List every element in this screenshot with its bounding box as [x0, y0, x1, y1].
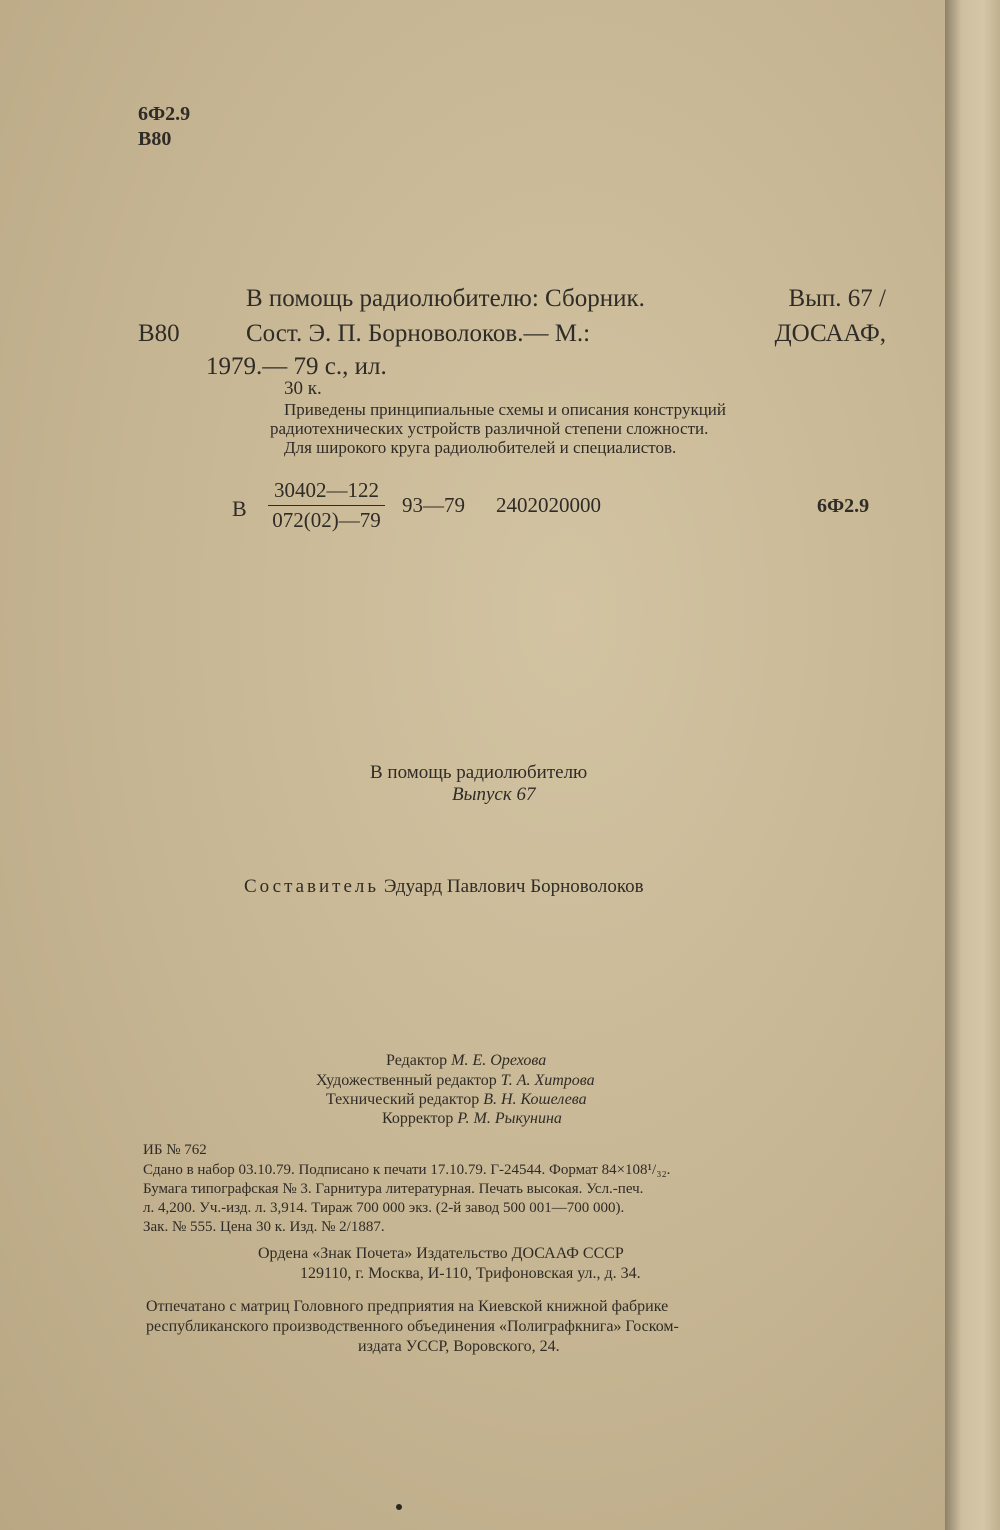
- printer-line-2: республиканского производственного объединения «Полиграфкнига» Госком-: [146, 1318, 679, 1335]
- credit-label: Художественный редактор: [316, 1072, 497, 1089]
- index-denominator: 072(02)—79: [272, 508, 381, 532]
- adjacent-page-edge: [945, 0, 1000, 1530]
- catalog-issue: Вып. 67 /: [788, 285, 886, 312]
- author-mark: В80: [138, 128, 172, 150]
- catalog-title: В помощь радиолюбителю: Сборник.: [246, 285, 645, 312]
- credit-label: Редактор: [386, 1052, 448, 1069]
- publisher-line-2: 129110, г. Москва, И-110, Трифоновская ул., д. 34.: [300, 1265, 641, 1282]
- printer-line-3: издата УССР, Воровского, 24.: [358, 1338, 560, 1355]
- ink-dot: [396, 1504, 402, 1510]
- index-fraction: [268, 478, 385, 533]
- catalog-compiler: Сост. Э. П. Борноволоков.— М.:: [246, 320, 591, 347]
- imprint-line-4: Зак. № 555. Цена 30 к. Изд. № 2/1887.: [143, 1219, 385, 1235]
- catalog-line-3: 1979.— 79 с., ил.: [206, 353, 387, 380]
- credit-name: В. Н. Кошелева: [483, 1091, 587, 1108]
- catalog-line-2: [246, 320, 886, 348]
- ib-number: ИБ № 762: [143, 1142, 207, 1158]
- index-right-code: 6Ф2.9: [817, 495, 870, 517]
- index-long-code: 2402020000: [496, 493, 601, 517]
- catalog-publisher: ДОСААФ,: [774, 320, 886, 347]
- classification-code: 6Ф2.9: [138, 103, 191, 125]
- annotation-line-1: Приведены принципиальные схемы и описания конструкций: [284, 400, 726, 419]
- credit-tech-editor: [326, 1091, 587, 1109]
- compiler-name: Эдуард Павлович Борноволоков: [383, 876, 644, 897]
- credit-name: М. Е. Орехова: [451, 1052, 547, 1069]
- index-letter: В: [232, 496, 247, 521]
- credit-name: Т. А. Хитрова: [500, 1072, 595, 1089]
- index-middle: 93—79: [402, 493, 465, 517]
- credit-editor: [386, 1052, 546, 1070]
- credit-art-editor: [316, 1072, 595, 1090]
- compiler-label: Составитель: [244, 876, 380, 897]
- annotation-line-2: радиотехнических устройств различной степени сложности.: [270, 419, 709, 438]
- credit-name: Р. М. Рыкунина: [457, 1110, 562, 1127]
- catalog-code: В80: [138, 320, 180, 347]
- imprint-line-3: л. 4,200. Уч.-изд. л. 3,914. Тираж 700 000 экз. (2-й завод 500 001—700 000).: [143, 1200, 625, 1216]
- series-title: В помощь радиолюбителю: [370, 762, 588, 783]
- annotation-line-3: Для широкого круга радиолюбителей и специалистов.: [284, 438, 677, 457]
- credit-label: Корректор: [382, 1110, 454, 1127]
- publisher-line-1: Ордена «Знак Почета» Издательство ДОСААФ СССР: [258, 1245, 624, 1262]
- catalog-price: 30 к.: [284, 378, 322, 399]
- printer-line-1: Отпечатано с матриц Головного предприятия на Киевской книжной фабрике: [146, 1298, 669, 1315]
- catalog-line-1: [246, 285, 886, 313]
- credit-label: Технический редактор: [326, 1091, 480, 1108]
- imprint-line-1: Сдано в набор 03.10.79. Подписано к печати 17.10.79. Г-24544. Формат 84×108¹/₃₂.: [143, 1162, 671, 1178]
- series-issue: Выпуск 67: [452, 784, 536, 805]
- compiler-line: [244, 876, 644, 898]
- imprint-line-2: Бумага типографская № 3. Гарнитура литературная. Печать высокая. Усл.-печ.: [143, 1181, 644, 1197]
- index-numerator: 30402—122: [268, 478, 385, 506]
- credit-corrector: [382, 1110, 562, 1128]
